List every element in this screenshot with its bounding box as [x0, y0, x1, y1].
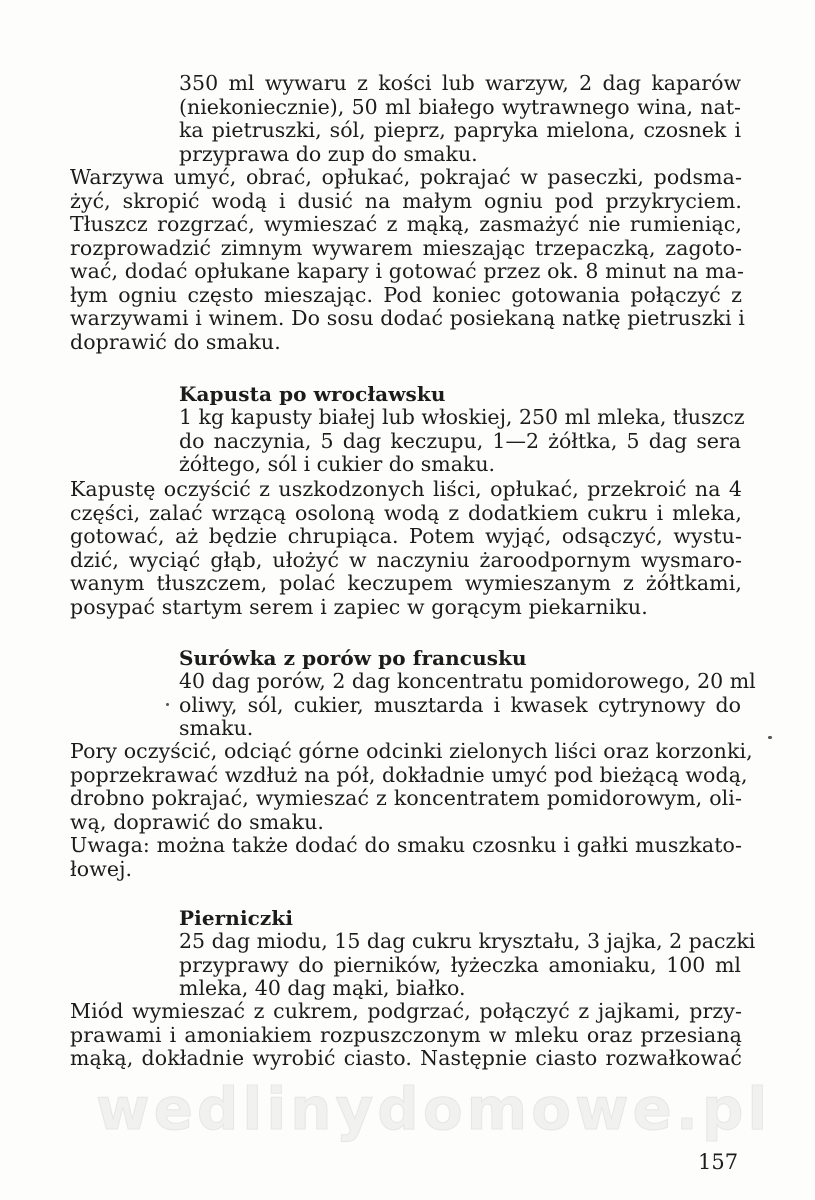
ingredient-line: żółtego, sól i cukier do smaku. — [179, 452, 496, 476]
method-line: Pory oczyścić, odciąć górne odcinki zielonych liści oraz korzonki, — [70, 739, 753, 763]
ingredient-line: smaku. — [179, 716, 254, 740]
recipe-ingredients — [179, 929, 756, 1001]
method-line: wą, doprawić do smaku. — [70, 809, 325, 834]
method-line: łym ogniu często mieszając. Pod koniec gotowania połączyć z — [70, 282, 742, 307]
recipe-title: Kapusta po wrocławsku — [179, 382, 446, 406]
recipe-method — [70, 739, 753, 881]
method-line: Tłuszcz rozgrzać, wymieszać z mąką, zasmażyć nie rumieniąc, — [70, 212, 742, 236]
method-line: żyć, skropić wodą i dusić na małym ogniu pod przykryciem. — [70, 188, 742, 213]
ingredient-line: oliwy, sól, cukier, musztarda i kwasek cytrynowy do — [179, 692, 741, 717]
method-line: wanym tłuszczem, polać keczupem wymieszanym z żółtkami, — [70, 571, 742, 595]
method-line: warzywami i winem. Do sosu dodać posiekaną natkę pietruszki i — [70, 306, 745, 330]
method-line: posypać startym serem i zapiec w gorącym piekarniku. — [70, 594, 648, 619]
method-line: mąką, dokładnie wyrobić ciasto. Następnie ciasto rozwałkować — [70, 1046, 742, 1070]
method-line: rozprowadzić zimnym wywarem mieszając trzepaczką, zagoto- — [70, 235, 742, 260]
scan-speck — [768, 736, 772, 739]
page-number: 157 — [698, 1150, 739, 1174]
method-line: części, zalać wrzącą osoloną wodą z dodatkiem cukru i mleka, — [70, 500, 742, 525]
ingredient-line: 25 dag miodu, 15 dag cukru kryształu, 3 jajka, 2 paczki — [179, 929, 756, 953]
ingredient-line: do naczynia, 5 dag keczupu, 1—2 żółtka, 5 dag sera — [179, 428, 741, 453]
method-line: prawami i amoniakiem rozpuszczonym w mleku oraz przesianą — [70, 1022, 742, 1047]
method-line: doprawić do smaku. — [70, 329, 281, 354]
recipe-ingredients — [179, 405, 745, 477]
recipe-title: Surówka z porów po francusku — [179, 646, 527, 670]
ingredient-line: 1 kg kapusty białej lub włoskiej, 250 ml mleka, tłuszcz — [179, 405, 745, 429]
method-line: gotować, aż będzie chrupiąca. Potem wyjąć, odsączyć, wystu- — [70, 524, 742, 548]
recipe-title: Pierniczki — [179, 906, 294, 930]
method-line: Warzywa umyć, obrać, opłukać, pokrajać w paseczki, podsma- — [70, 165, 742, 189]
method-line: Miód wymieszać z cukrem, podgrzać, połączyć z jajkami, przy- — [70, 999, 742, 1023]
method-line: łowej. — [70, 856, 133, 881]
method-line: dzić, wyciąć głąb, ułożyć w naczyniu żaroodpornym wysmaro- — [70, 547, 742, 572]
method-line: wać, dodać opłukane kapary i gotować przez ok. 8 minut na ma- — [70, 259, 744, 283]
ingredient-line: przyprawy do pierników, łyżeczka amoniaku, 100 ml — [179, 952, 741, 977]
method-line: poprzekrawać wzdłuż na pół, dokładnie umyć pod bieżącą wodą, — [70, 762, 748, 787]
ingredient-line: (niekoniecznie), 50 ml białego wytrawnego wina, nat- — [179, 94, 741, 119]
ingredient-line: przyprawa do zup do smaku. — [179, 141, 478, 166]
ingredient-line: 40 dag porów, 2 dag koncentratu pomidorowego, 20 ml — [179, 669, 756, 693]
method-line: Kapustę oczyścić z uszkodzonych liści, opłukać, przekroić na 4 — [70, 477, 742, 501]
scan-speck — [166, 703, 169, 706]
recipe-method — [70, 478, 742, 619]
method-line: Uwaga: można także dodać do smaku czosnku i gałki muszkato- — [70, 833, 742, 857]
recipe-ingredients — [179, 669, 756, 741]
method-line: drobno pokrajać, wymieszać z koncentratem pomidorowym, oli- — [70, 786, 742, 810]
ingredient-line: ka pietruszki, sól, pieprz, papryka mielona, czosnek i — [179, 118, 741, 142]
watermark: wedlinydomowe.pl — [96, 1075, 772, 1143]
recipe-method — [70, 1000, 742, 1071]
intro-method — [70, 165, 745, 354]
intro-ingredients — [179, 72, 741, 166]
ingredient-line: 350 ml wywaru z kości lub warzyw, 2 dag kaparów — [179, 71, 741, 95]
ingredient-line: mleka, 40 dag mąki, białko. — [179, 976, 466, 1000]
